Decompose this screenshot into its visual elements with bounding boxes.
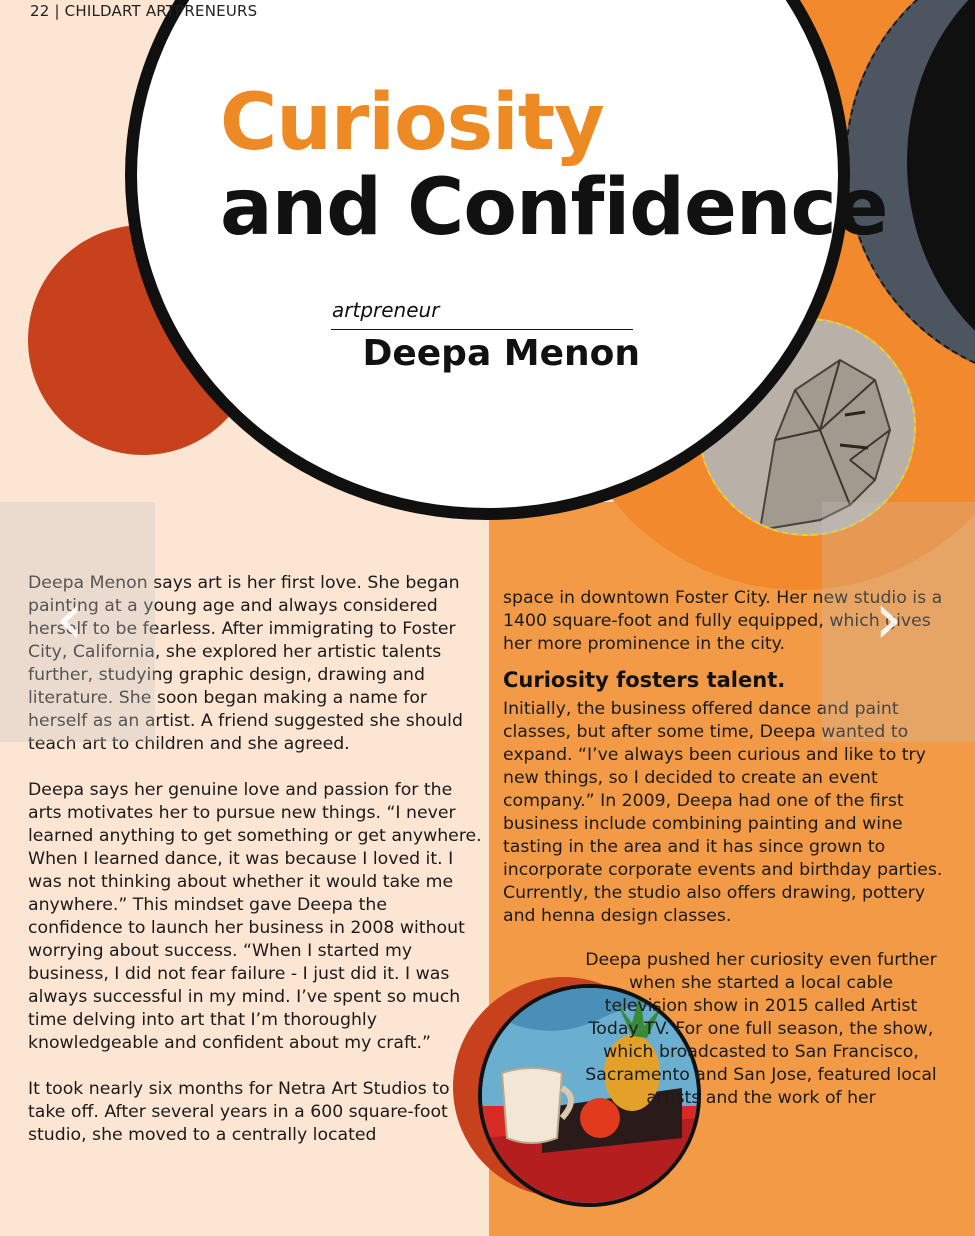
- chevron-right-icon: ›: [874, 576, 903, 660]
- article-title-line-1: Curiosity: [220, 78, 604, 168]
- article-paragraph: Initially, the business offered dance and paint classes, but after some time, Deepa wanted to expand. “I’ve always been curious and like to try new things, so I decided to create an event company.” In 2009, Deepa had one of the first business include combining painting and wine tasting in the area and it has since grown to incorporate corporate events and birthday parties. Currently, the studio also offers drawing, pottery and henna design classes.: [503, 699, 943, 926]
- previous-page-button[interactable]: [0, 502, 155, 742]
- byline-author: Deepa Menon: [362, 333, 640, 374]
- article-paragraph: Deepa Menon says art is her first love. She began painting at a young age and always considered herself to be fearless. After immigrating to Foster City, California, she explored her artistic talents further, studying graphic design, drawing and literature. She soon began making a name for herself as an artist. A friend suggested she should teach art to children and she agreed.: [28, 573, 463, 754]
- next-page-button[interactable]: [822, 502, 975, 742]
- chevron-left-icon: ‹: [55, 576, 84, 660]
- page-header-label: 22 | CHILDART ARTPRENEURS: [30, 2, 258, 20]
- byline-kicker: artpreneur: [332, 298, 440, 322]
- article-paragraph: space in downtown Foster City. Her new studio is a 1400 square-foot and fully equipped, which gives her more prominence in the city.: [503, 588, 943, 654]
- byline-divider: [331, 329, 633, 330]
- article-title-line-2: and Confidence: [220, 163, 888, 253]
- article-paragraph: It took nearly six months for Netra Art Studios to take off. After several years in a 600 square-foot studio, she moved to a centrally located: [28, 1079, 450, 1145]
- article-subhead: Curiosity fosters talent.: [503, 668, 786, 692]
- article-wrapped-paragraph: Deepa pushed her curiosity even further when she started a local cable television show in 2015 called Artist Today TV. For one full season, the show, which broadcasted to San Francisco, Sacramento and San Jose, featured local artists and the work of her: [585, 950, 937, 1108]
- article-paragraph: Deepa says her genuine love and passion for the arts motivates her to pursue new things. “I never learned anything to get something or get anywhere. When I learned dance, it was because I loved it. I was not thinking about whether it would take me anywhere.” This mindset gave Deepa the confidence to launch her business in 2008 without worrying about success. “When I started my business, I did not fear failure - I just did it. I was always successful in my mind. I’ve spent so much time delving into art that I’m thoroughly knowledgeable and confident about my craft.”: [28, 780, 482, 1053]
